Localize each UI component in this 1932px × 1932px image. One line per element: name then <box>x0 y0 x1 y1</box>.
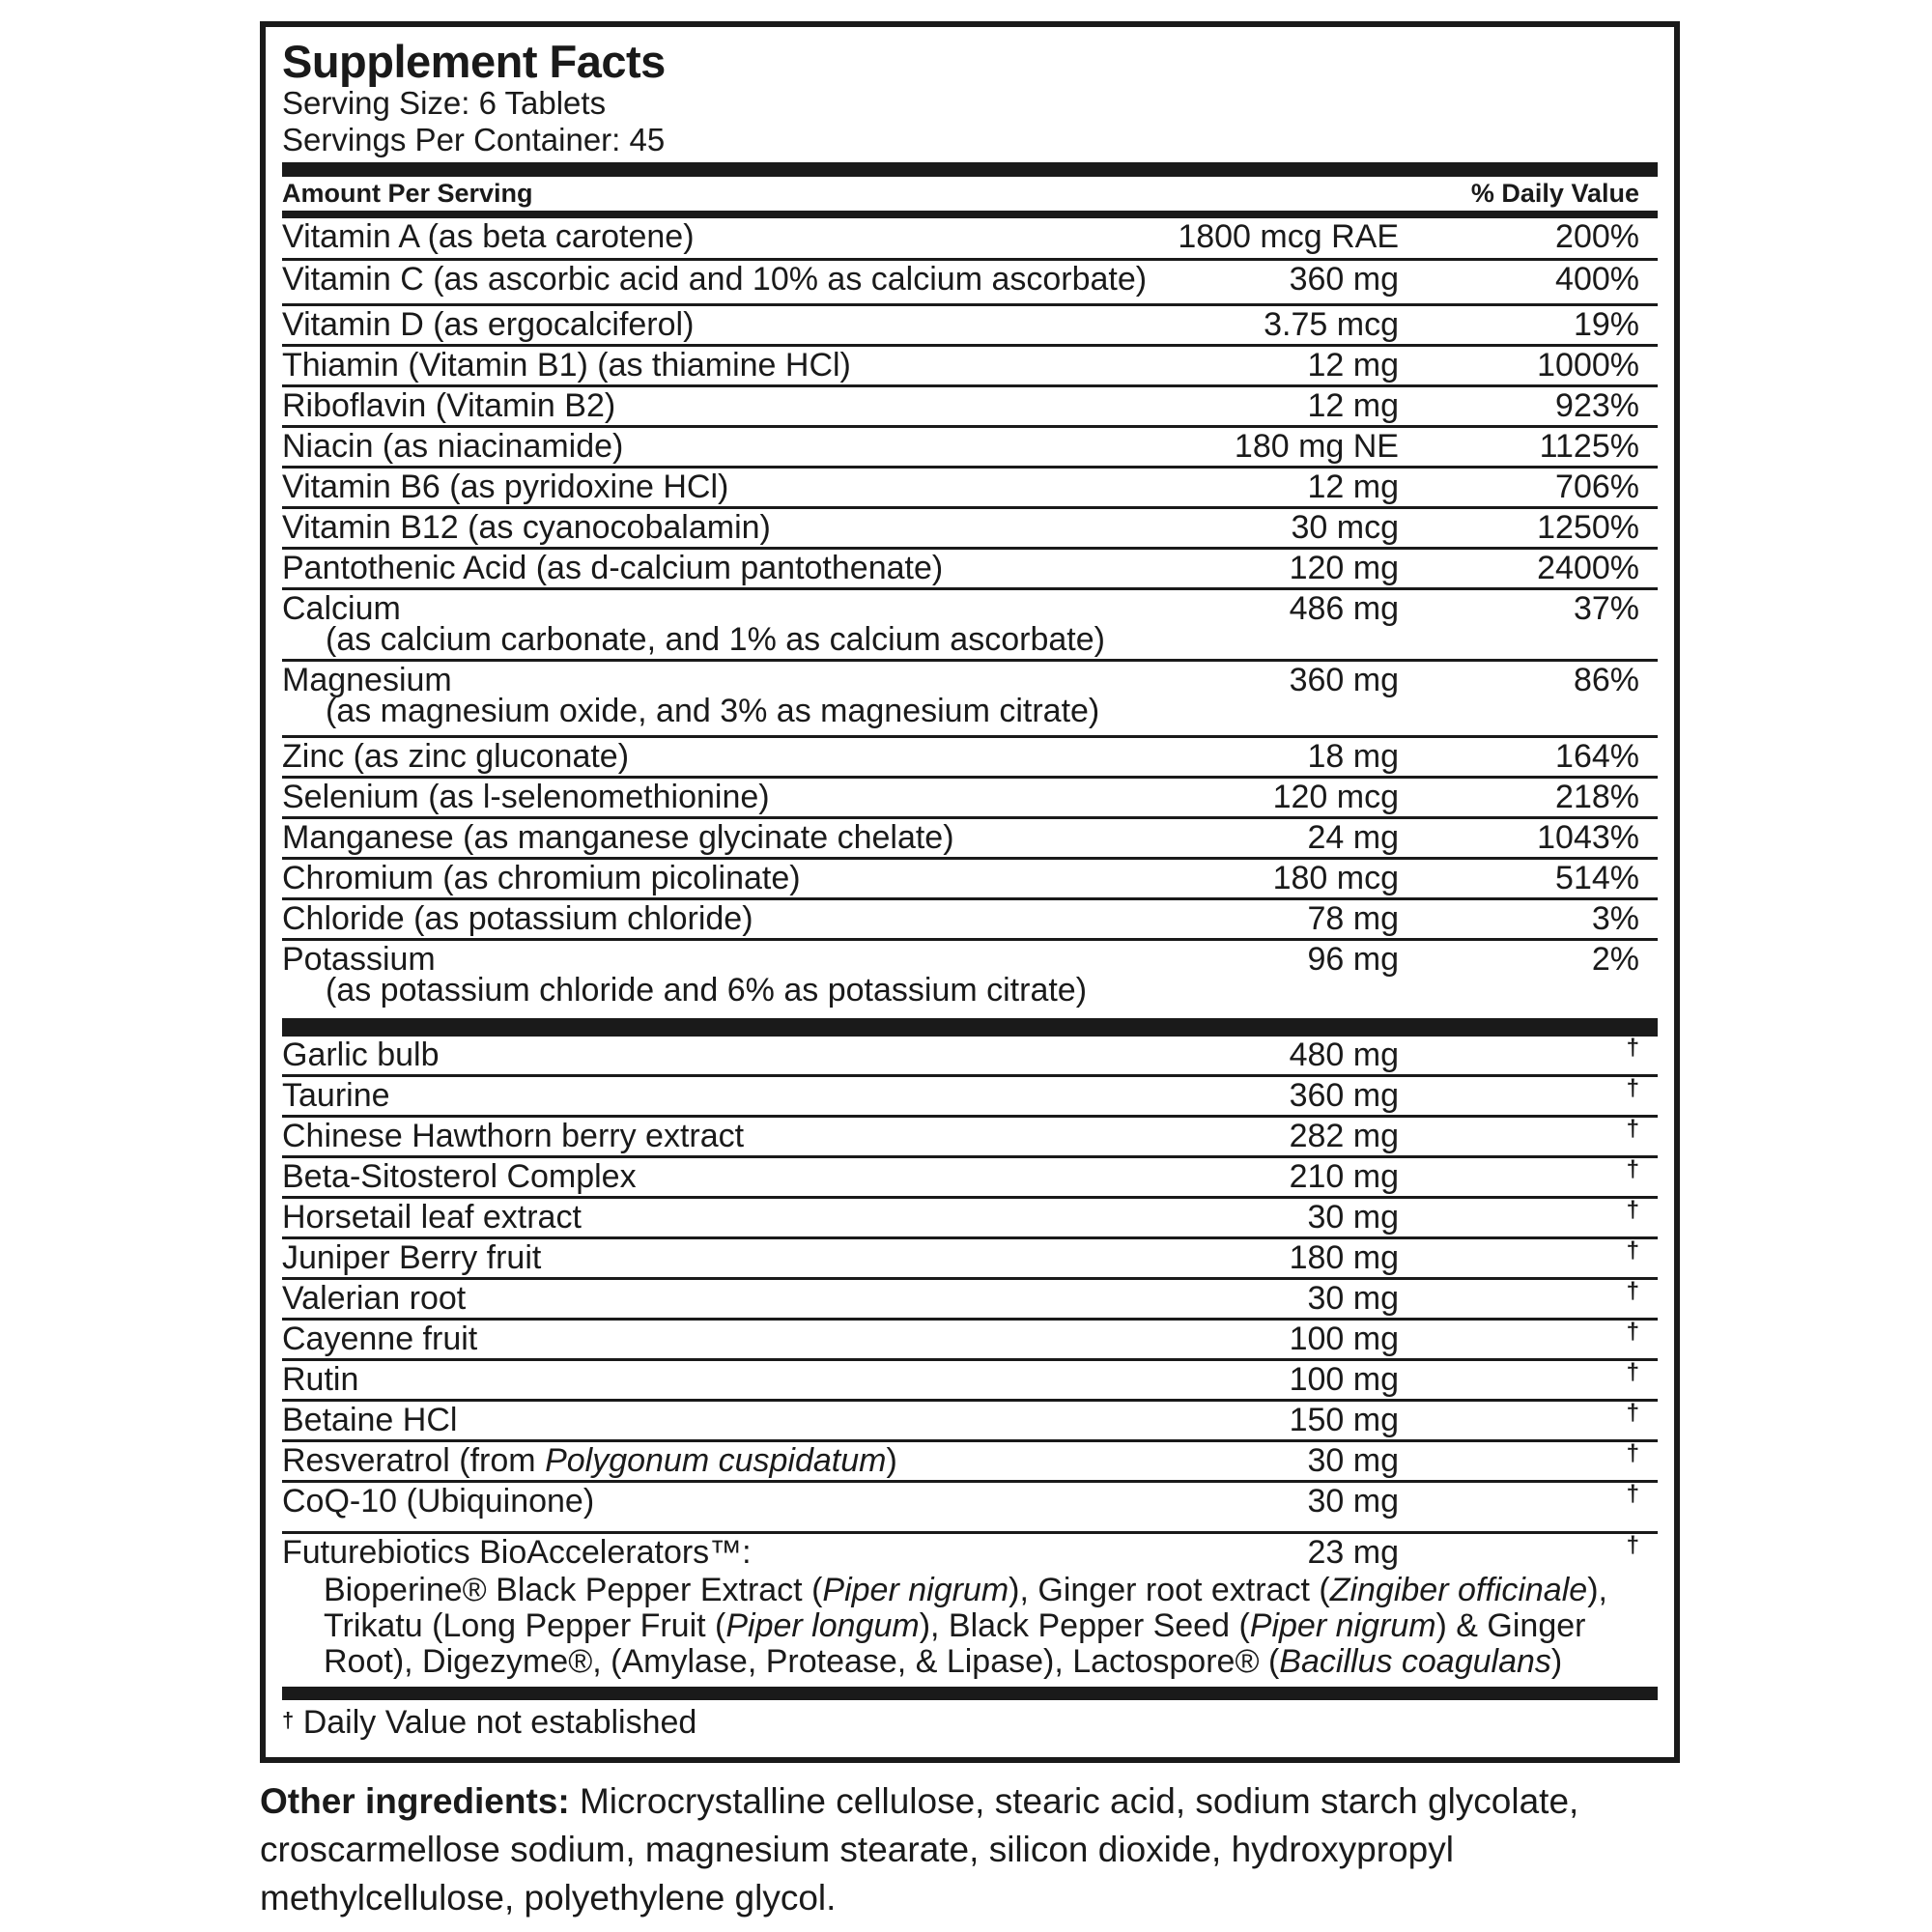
nutrient-amount: 3.75 mcg <box>1264 306 1399 343</box>
dagger-mark: † <box>1626 1278 1639 1304</box>
nutrient-amount: 1800 mcg RAE <box>1178 218 1399 255</box>
ingredient-name <box>282 1077 390 1115</box>
nutrient-daily-value: 37% <box>1573 590 1639 627</box>
nutrient-daily-value: 19% <box>1573 306 1639 343</box>
nutrient-amount: 120 mg <box>1289 550 1399 586</box>
nutrient-daily-value: 2% <box>1591 941 1639 978</box>
ingredient-row <box>282 1442 1658 1483</box>
nutrient-name: Manganese (as manganese glycinate chelate) <box>282 819 954 856</box>
ingredient-row <box>282 1483 1658 1534</box>
ingredient-row <box>282 1402 1658 1442</box>
ingredient-amount: 210 mg <box>1289 1158 1399 1195</box>
ingredient-name <box>282 1118 744 1155</box>
dagger-mark: † <box>1626 1481 1639 1507</box>
ingredient-row <box>282 1077 1658 1118</box>
nutrient-amount: 96 mg <box>1307 941 1399 978</box>
header-amount-per-serving: Amount Per Serving <box>282 179 533 208</box>
ingredient-name-text: Betaine HCl <box>282 1402 458 1438</box>
dagger-mark: † <box>1626 1532 1639 1558</box>
nutrient-source: (as calcium carbonate, and 1% as calcium ascorbate) <box>326 621 1105 658</box>
panel-title: Supplement Facts <box>282 36 666 87</box>
nutrient-row <box>282 387 1658 428</box>
ingredient-amount: 30 mg <box>1307 1199 1399 1236</box>
nutrient-daily-value: 706% <box>1555 469 1639 505</box>
nutrient-name: Chloride (as potassium chloride) <box>282 900 753 937</box>
thick-divider-middle <box>282 1021 1658 1037</box>
nutrient-daily-value: 86% <box>1573 662 1639 698</box>
ingredient-row <box>282 1361 1658 1402</box>
ingredient-name-text: Taurine <box>282 1077 390 1114</box>
nutrient-name: Vitamin B12 (as cyanocobalamin) <box>282 509 771 546</box>
nutrient-row <box>282 347 1658 387</box>
ingredient-amount: 360 mg <box>1289 1077 1399 1114</box>
ingredient-row <box>282 1239 1658 1280</box>
dagger-mark: † <box>1626 1075 1639 1101</box>
nutrient-daily-value: 164% <box>1555 738 1639 775</box>
dagger-mark: † <box>1626 1035 1639 1061</box>
nutrient-source: (as potassium chloride and 6% as potassium citrate) <box>326 972 1088 1009</box>
nutrient-daily-value: 514% <box>1555 860 1639 896</box>
nutrient-name: Riboflavin (Vitamin B2) <box>282 387 616 424</box>
nutrient-name: Magnesium <box>282 662 452 698</box>
ingredient-row <box>282 1280 1658 1321</box>
ingredient-name <box>282 1239 541 1277</box>
ingredient-name <box>282 1402 457 1439</box>
nutrient-amount: 30 mcg <box>1291 509 1399 546</box>
ingredient-name <box>282 1321 477 1358</box>
nutrient-row <box>282 738 1658 779</box>
ingredient-name-end: ) <box>886 1442 897 1479</box>
ingredient-name-text: CoQ-10 (Ubiquinone) <box>282 1483 595 1520</box>
ingredient-name-text: Chinese Hawthorn berry extract <box>282 1118 745 1154</box>
nutrient-row <box>282 261 1658 306</box>
nutrient-amount: 180 mcg <box>1272 860 1399 896</box>
nutrient-row <box>282 860 1658 900</box>
servings-per-container: Servings Per Container: 45 <box>282 122 666 157</box>
dagger-mark: † <box>1626 1116 1639 1142</box>
nutrient-source: (as magnesium oxide, and 3% as magnesium citrate) <box>326 693 1100 729</box>
ingredient-amount: 100 mg <box>1289 1361 1399 1398</box>
ingredient-row <box>282 1321 1658 1361</box>
nutrient-amount: 12 mg <box>1307 469 1399 505</box>
dagger-mark: † <box>1626 1237 1639 1264</box>
ingredient-amount: 30 mg <box>1307 1442 1399 1479</box>
dagger-mark: † <box>1626 1359 1639 1385</box>
nutrient-amount: 360 mg <box>1289 261 1399 298</box>
supplement-facts-panel <box>260 21 1680 1763</box>
ingredient-row <box>282 1158 1658 1199</box>
ingredient-row <box>282 1199 1658 1239</box>
nutrient-amount: 486 mg <box>1289 590 1399 627</box>
nutrient-amount: 12 mg <box>1307 347 1399 384</box>
nutrient-amount: 78 mg <box>1307 900 1399 937</box>
ingredient-amount: 282 mg <box>1289 1118 1399 1154</box>
nutrient-daily-value: 2400% <box>1537 550 1639 586</box>
dagger-mark: † <box>1626 1400 1639 1426</box>
nutrient-name: Vitamin D (as ergocalciferol) <box>282 306 695 343</box>
ingredient-name <box>282 1158 637 1196</box>
ingredient-amount: 23 mg <box>1307 1534 1399 1571</box>
bioaccelerators-description: Bioperine® Black Pepper Extract (Piper nigrum), Ginger root extract (Zingiber officinale), Trikatu (Long Pepper Fruit (Piper longum), Black Pepper Seed (Piper nigrum) & Ginger Root), Digezyme®, (Amylase, Protease, & Lipase), Lactospore® (Bacillus coagulans) <box>324 1572 1607 1680</box>
other-ingredients <box>260 1777 1661 1922</box>
nutrient-row <box>282 550 1658 590</box>
nutrient-amount: 120 mcg <box>1272 779 1399 815</box>
panel-content <box>282 27 1658 1757</box>
ingredient-name-text: Valerian root <box>282 1280 467 1317</box>
nutrient-name: Potassium <box>282 941 436 978</box>
nutrient-name: Niacin (as niacinamide) <box>282 428 624 465</box>
nutrient-daily-value: 1043% <box>1537 819 1639 856</box>
ingredient-name: Futurebiotics BioAccelerators™: <box>282 1534 752 1571</box>
nutrient-row <box>282 590 1658 662</box>
nutrient-row <box>282 941 1658 1021</box>
ingredient-name <box>282 1037 440 1074</box>
nutrient-row <box>282 469 1658 509</box>
nutrient-daily-value: 923% <box>1555 387 1639 424</box>
nutrient-name: Thiamin (Vitamin B1) (as thiamine HCl) <box>282 347 851 384</box>
nutrient-amount: 180 mg NE <box>1234 428 1399 465</box>
dagger-mark: † <box>1626 1197 1639 1223</box>
ingredient-row <box>282 1037 1658 1077</box>
ingredient-name <box>282 1280 466 1318</box>
ingredient-name-latin: Polygonum cuspidatum <box>545 1442 887 1479</box>
nutrient-row <box>282 306 1658 347</box>
nutrient-row <box>282 428 1658 469</box>
dagger-mark: † <box>1626 1156 1639 1182</box>
nutrient-row <box>282 662 1658 738</box>
thick-divider-bottom <box>282 1687 1658 1700</box>
ingredient-amount: 480 mg <box>1289 1037 1399 1073</box>
nutrient-daily-value: 3% <box>1591 900 1639 937</box>
other-ingredients-label: Other ingredients: <box>260 1781 570 1821</box>
ingredient-name-text: Juniper Berry fruit <box>282 1239 542 1276</box>
ingredient-name <box>282 1361 358 1399</box>
nutrient-amount: 18 mg <box>1307 738 1399 775</box>
other-ingredients-text: Microcrystalline cellulose, stearic acid, sodium starch glycolate, croscarmellose sodium, magnesium stearate, silicon dioxide, hydroxypropyl methylcellulose, polyethylene glycol. <box>260 1781 1579 1918</box>
ingredient-name <box>282 1483 594 1520</box>
nutrient-daily-value: 400% <box>1555 261 1639 298</box>
nutrient-daily-value: 218% <box>1555 779 1639 815</box>
dagger-mark: † <box>1626 1319 1639 1345</box>
ingredient-amount: 150 mg <box>1289 1402 1399 1438</box>
nutrient-name: Selenium (as l-selenomethionine) <box>282 779 770 815</box>
ingredient-row <box>282 1118 1658 1158</box>
nutrient-name: Chromium (as chromium picolinate) <box>282 860 801 896</box>
nutrient-name: Vitamin B6 (as pyridoxine HCl) <box>282 469 729 505</box>
nutrient-row <box>282 900 1658 941</box>
ingredient-amount: 30 mg <box>1307 1483 1399 1520</box>
footnote-text: Daily Value not established <box>294 1704 697 1741</box>
ingredient-name <box>282 1199 582 1236</box>
divider-header <box>282 211 1658 218</box>
nutrient-amount: 360 mg <box>1289 662 1399 698</box>
ingredient-name-text: Beta-Sitosterol Complex <box>282 1158 637 1195</box>
ingredient-name-text: Rutin <box>282 1361 359 1398</box>
ingredient-name <box>282 1442 897 1480</box>
dagger-mark: † <box>282 1708 295 1732</box>
nutrient-row <box>282 218 1658 261</box>
nutrient-amount: 24 mg <box>1307 819 1399 856</box>
nutrient-daily-value: 1250% <box>1537 509 1639 546</box>
nutrient-daily-value: 1125% <box>1539 428 1639 465</box>
thick-divider-top <box>282 162 1658 177</box>
ingredient-name-text: Resveratrol (from <box>282 1442 546 1479</box>
ingredient-amount: 180 mg <box>1289 1239 1399 1276</box>
nutrient-daily-value: 200% <box>1555 218 1639 255</box>
nutrient-name: Pantothenic Acid (as d-calcium pantothenate) <box>282 550 944 586</box>
nutrient-name: Vitamin C (as ascorbic acid and 10% as calcium ascorbate) <box>282 261 1148 298</box>
ingredient-name-text: Garlic bulb <box>282 1037 440 1073</box>
nutrient-name: Zinc (as zinc gluconate) <box>282 738 630 775</box>
nutrient-row <box>282 509 1658 550</box>
bioaccelerators-row <box>282 1534 1658 1679</box>
header-daily-value: % Daily Value <box>1470 179 1639 208</box>
serving-size: Serving Size: 6 Tablets <box>282 85 607 121</box>
nutrient-row <box>282 779 1658 819</box>
nutrient-row <box>282 819 1658 860</box>
footnote <box>282 1703 696 1742</box>
nutrient-name: Calcium <box>282 590 401 627</box>
nutrient-amount: 12 mg <box>1307 387 1399 424</box>
ingredient-amount: 100 mg <box>1289 1321 1399 1357</box>
ingredient-amount: 30 mg <box>1307 1280 1399 1317</box>
nutrient-daily-value: 1000% <box>1537 347 1639 384</box>
ingredient-name-text: Horsetail leaf extract <box>282 1199 582 1236</box>
ingredient-name-text: Cayenne fruit <box>282 1321 478 1357</box>
dagger-mark: † <box>1626 1440 1639 1466</box>
nutrient-name: Vitamin A (as beta carotene) <box>282 218 695 255</box>
